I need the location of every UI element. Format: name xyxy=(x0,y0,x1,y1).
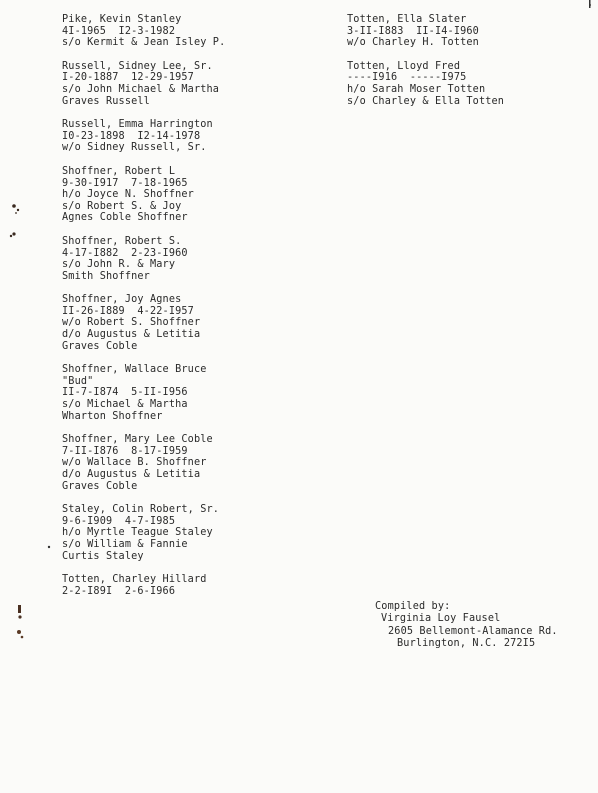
entry-line: Totten, Charley Hillard xyxy=(62,574,207,586)
entry-line: Totten, Ella Slater xyxy=(347,14,467,25)
entry-line: 2-2-I89I 2-6-I966 xyxy=(62,585,176,597)
entry-line: Shoffner, Wallace Bruce xyxy=(62,364,207,376)
speck xyxy=(15,212,17,214)
entry-line: w/o Charley H. Totten xyxy=(347,37,479,49)
compiled-by-label: Compiled by: xyxy=(375,601,451,612)
entry-line: 9-30-I917 7-18-1965 xyxy=(62,177,188,189)
entry-line: II-26-I889 4-22-I957 xyxy=(62,305,194,317)
speck xyxy=(48,546,50,548)
entry-line: Shoffner, Mary Lee Coble xyxy=(62,434,213,446)
entry-line: Shoffner, Joy Agnes xyxy=(62,294,182,306)
entry-line: 7-II-I876 8-17-I959 xyxy=(62,445,188,457)
entry-line: II-7-I874 5-II-I956 xyxy=(62,387,188,399)
entry-line: d/o Augustus & Letitia xyxy=(62,329,201,341)
entry-line: I0-23-1898 I2-14-1978 xyxy=(62,130,201,142)
speck xyxy=(12,204,16,208)
entry-line: s/o John R. & Mary xyxy=(62,259,176,271)
speck xyxy=(17,630,21,634)
entry-line: s/o Michael & Martha xyxy=(62,399,188,411)
entry-line: Shoffner, Robert L xyxy=(62,165,176,177)
entry-line: h/o Sarah Moser Totten xyxy=(347,83,486,95)
speck xyxy=(12,232,15,235)
speck xyxy=(589,0,591,8)
entry-line: h/o Joyce N. Shoffner xyxy=(62,189,194,201)
entry-line: Curtis Staley xyxy=(62,550,144,562)
entry-line: Wharton Shoffner xyxy=(62,410,163,422)
entry-line: Graves Russell xyxy=(62,95,150,107)
entry-line: Pike, Kevin Stanley xyxy=(62,14,182,25)
entry-line: s/o Robert S. & Joy xyxy=(62,200,182,212)
entry-line: I-20-1887 12-29-1957 xyxy=(62,72,194,84)
compiler-name: Virginia Loy Fausel xyxy=(381,613,501,625)
entry-line: h/o Myrtle Teague Staley xyxy=(62,527,213,539)
entry-line: 4I-1965 I2-3-1982 xyxy=(62,25,176,37)
speck xyxy=(18,605,21,613)
entry-line: d/o Augustus & Letitia xyxy=(62,469,201,480)
compiler-street: 2605 Bellemont-Alamance Rd. xyxy=(388,625,558,637)
entry-line: s/o Charley & Ella Totten xyxy=(347,95,505,107)
speck xyxy=(17,209,19,211)
speck xyxy=(18,615,21,618)
entry-line: Staley, Colin Robert, Sr. xyxy=(62,504,220,516)
entry-line: w/o Wallace B. Shoffner xyxy=(62,457,207,469)
entry-line: Agnes Coble Shoffner xyxy=(62,212,188,224)
entry-line: 4-17-I882 2-23-I960 xyxy=(62,247,188,259)
entry-line: s/o Kermit & Jean Isley P. xyxy=(62,37,226,49)
entry-line: 9-6-I909 4-7-I985 xyxy=(62,515,176,527)
entry-line: s/o John Michael & Martha xyxy=(62,83,220,95)
compiler-city: Burlington, N.C. 272I5 xyxy=(397,638,536,650)
entry-line: 3-II-I883 II-I4-I960 xyxy=(347,25,479,37)
entry-line: ----I916 -----I975 xyxy=(347,72,467,84)
entry-line: Graves Coble xyxy=(62,340,138,352)
entry-line: Smith Shoffner xyxy=(62,270,150,282)
entry-line: Russell, Sidney Lee, Sr. xyxy=(62,60,213,72)
entry-line: "Bud" xyxy=(62,375,94,387)
entry-line: Russell, Emma Harrington xyxy=(62,119,213,131)
entry-line: Shoffner, Robert S. xyxy=(62,235,182,247)
speck xyxy=(10,235,12,237)
entry-line: w/o Sidney Russell, Sr. xyxy=(62,142,207,154)
speck xyxy=(21,636,24,639)
entry-line: s/o William & Fannie xyxy=(62,538,188,550)
entry-line: Graves Coble xyxy=(62,480,138,492)
entry-line: Totten, Lloyd Fred xyxy=(347,60,461,72)
entry-line: w/o Robert S. Shoffner xyxy=(62,317,201,329)
